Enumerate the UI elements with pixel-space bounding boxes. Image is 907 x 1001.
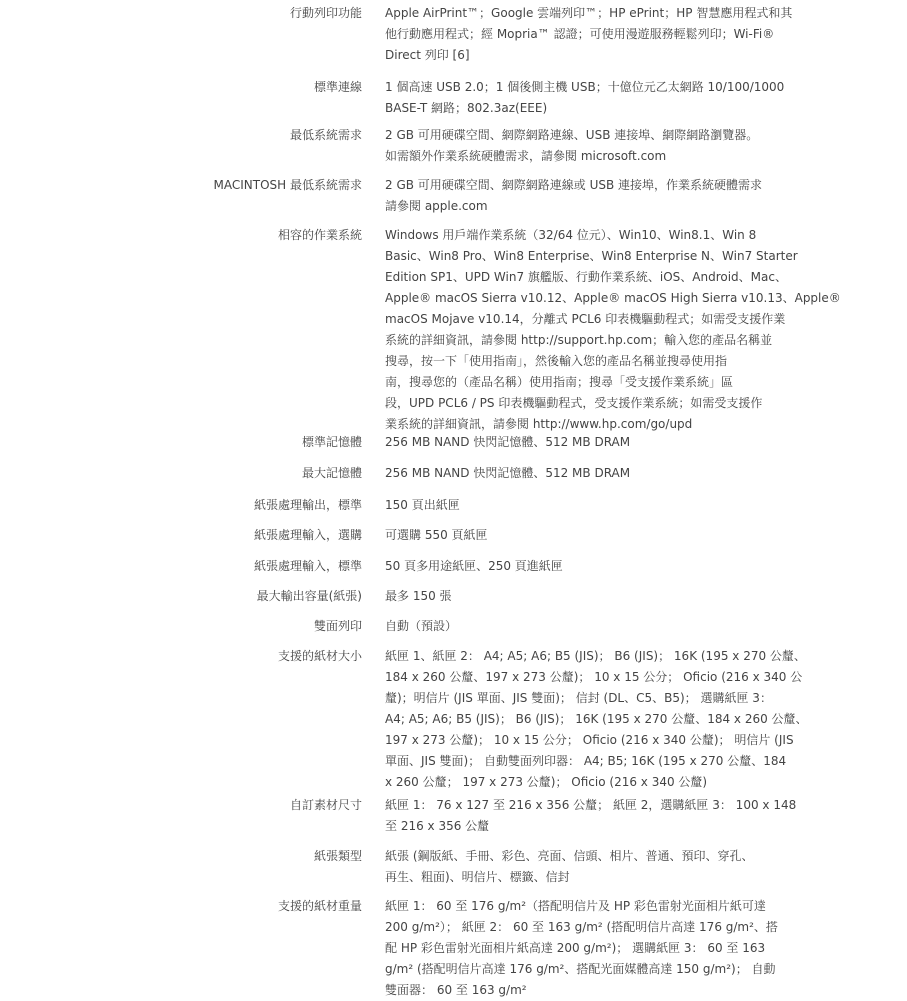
spec-value-line: Direct 列印 [6] xyxy=(385,48,470,62)
spec-label: 最大輸出容量(紙張) xyxy=(256,589,362,603)
spec-value-line: macOS Mojave v10.14，分離式 PCL6 印表機驅動程式；如需受支援作業 xyxy=(385,312,786,326)
spec-value-line: 50 頁多用途紙匣、250 頁進紙匣 xyxy=(385,559,563,573)
spec-label: 標準連線 xyxy=(313,80,362,94)
spec-value-line: 最多 150 張 xyxy=(385,589,452,603)
spec-value-line: 他行動應用程式；經 Mopria™ 認證；可使用漫遊服務輕鬆列印；Wi-Fi® xyxy=(385,27,775,41)
spec-value xyxy=(385,846,790,888)
spec-label: 雙面列印 xyxy=(313,619,362,633)
spec-label: 標準記憶體 xyxy=(301,435,362,449)
spec-value-line: 如需額外作業系統硬體需求，請參閱 microsoft.com xyxy=(385,149,667,163)
spec-value-line: Basic、Win8 Pro、Win8 Enterprise、Win8 Enterprise N、Win7 Starter xyxy=(385,249,798,263)
spec-value-line: 1 個高速 USB 2.0；1 個後側主機 USB；十億位元乙太網路 10/100/1000 xyxy=(385,80,785,94)
spec-value-line: 自動（預設） xyxy=(385,619,458,633)
spec-label: 紙張處理輸入，選購 xyxy=(253,528,362,542)
spec-value xyxy=(385,125,790,167)
spec-value xyxy=(385,525,790,546)
spec-value-line: 再生、粗面)、明信片、標籤、信封 xyxy=(385,870,570,884)
spec-label: 行動列印功能 xyxy=(289,6,362,20)
spec-label: 相容的作業系統 xyxy=(277,228,362,242)
spec-value-line: 南，搜尋您的（產品名稱）使用指南；搜尋「受支援作業系統」區 xyxy=(385,375,734,389)
spec-label: 紙張處理輸入，標準 xyxy=(253,559,362,573)
spec-value-line: 2 GB 可用硬碟空間、網際網路連線或 USB 連接埠，作業系統硬體需求 xyxy=(385,178,763,192)
spec-value-line: 紙匣 1： 60 至 176 g/m²（搭配明信片及 HP 彩色雷射光面相片紙可達 xyxy=(385,899,766,913)
spec-value xyxy=(385,795,797,837)
spec-value xyxy=(385,432,790,453)
spec-value-line: 段，UPD PCL6 / PS 印表機驅動程式，受支援作業系統；如需受支援作 xyxy=(385,396,763,410)
spec-value-line: 紙匣 1： 76 x 127 至 216 x 356 公釐； 紙匣 2，選購紙匣 3： 100 x 148 xyxy=(385,798,797,812)
spec-value-line: Windows 用戶端作業系統（32/64 位元）、Win10、Win8.1、Win 8 xyxy=(385,228,757,242)
spec-value-line: 至 216 x 356 公釐 xyxy=(385,819,490,833)
spec-label: MACINTOSH 最低系統需求 xyxy=(213,178,362,192)
spec-value-line: 釐)；明信片 (JIS 單面、JIS 雙面)； 信封 (DL、C5、B5)； 選購紙匣 3： xyxy=(385,691,772,705)
spec-value-line: 2 GB 可用硬碟空間、網際網路連線、USB 連接埠、網際網路瀏覽器。 xyxy=(385,128,759,142)
spec-value-line: Apple AirPrint™；Google 雲端列印™；HP ePrint；HP 智慧應用程式和其 xyxy=(385,6,793,20)
spec-label: 支援的紙材大小 xyxy=(277,649,362,663)
spec-value-line: 請參閱 apple.com xyxy=(385,199,488,213)
spec-value-line: 197 x 273 公釐)； 10 x 15 公分； Oficio (216 x 340 公釐)； 明信片 (JIS xyxy=(385,733,794,747)
spec-value xyxy=(385,495,790,516)
spec-value-line: Apple® macOS Sierra v10.12、Apple® macOS High Sierra v10.13、Apple® xyxy=(385,291,841,305)
spec-value xyxy=(385,616,790,637)
spec-value xyxy=(385,646,808,793)
spec-value xyxy=(385,225,841,435)
spec-value-line: 184 x 260 公釐、197 x 273 公釐)； 10 x 15 公分； Oficio (216 x 340 公 xyxy=(385,670,803,684)
spec-value-line: 雙面器： 60 至 163 g/m² xyxy=(385,983,527,997)
spec-label: 紙張處理輸出，標準 xyxy=(253,498,362,512)
spec-value-line: 搜尋，按一下「使用指南」，然後輸入您的產品名稱並搜尋使用指 xyxy=(385,354,728,368)
spec-value-line: x 260 公釐； 197 x 273 公釐)； Oficio (216 x 340 公釐) xyxy=(385,775,708,789)
spec-value-line: 可選購 550 頁紙匣 xyxy=(385,528,488,542)
spec-value xyxy=(385,3,793,66)
spec-value-line: 256 MB NAND 快閃記憶體、512 MB DRAM xyxy=(385,466,631,480)
spec-value-line: 單面、JIS 雙面)； 自動雙面列印器： A4; B5; 16K (195 x 270 公釐、184 xyxy=(385,754,787,768)
spec-label: 自訂素材尺寸 xyxy=(289,798,362,812)
spec-value xyxy=(385,175,790,217)
spec-value-line: 系統的詳細資訊，請參閱 http://support.hp.com；輸入您的產品名稱並 xyxy=(385,333,773,347)
spec-value-line: 256 MB NAND 快閃記憶體、512 MB DRAM xyxy=(385,435,631,449)
spec-label: 紙張類型 xyxy=(313,849,362,863)
spec-value-line: g/m² (搭配明信片高達 176 g/m²、搭配光面媒體高達 150 g/m²)； 自動 xyxy=(385,962,776,976)
spec-value-line: BASE-T 網路；802.3az(EEE) xyxy=(385,101,548,115)
spec-value xyxy=(385,896,790,1001)
spec-value-line: 150 頁出紙匣 xyxy=(385,498,460,512)
spec-label: 最大記憶體 xyxy=(301,466,362,480)
spec-value-line: 配 HP 彩色雷射光面相片紙高達 200 g/m²)； 選購紙匣 3： 60 至 163 xyxy=(385,941,766,955)
spec-value xyxy=(385,556,790,577)
spec-value-line: A4; A5; A6; B5 (JIS)； B6 (JIS)； 16K (195 x 270 公釐、184 x 260 公釐、 xyxy=(385,712,808,726)
spec-value-line: Edition SP1、UPD Win7 旗艦版、行動作業系統、iOS、Android、Mac、 xyxy=(385,270,787,284)
spec-value xyxy=(385,77,790,119)
spec-value-line: 紙匣 1、紙匣 2： A4; A5; A6; B5 (JIS)； B6 (JIS)； 16K (195 x 270 公釐、 xyxy=(385,649,806,663)
spec-value-line: 紙張 (鋼版紙、手冊、彩色、亮面、信頭、相片、普通、預印、穿孔、 xyxy=(385,849,754,863)
spec-label: 最低系統需求 xyxy=(289,128,362,142)
spec-value xyxy=(385,463,790,484)
spec-value-line: 200 g/m²）； 紙匣 2： 60 至 163 g/m² (搭配明信片高達 176 g/m²、搭 xyxy=(385,920,778,934)
spec-value-line: 業系統的詳細資訊，請參閱 http://www.hp.com/go/upd xyxy=(385,417,693,431)
spec-label: 支援的紙材重量 xyxy=(277,899,362,913)
spec-value xyxy=(385,586,790,607)
